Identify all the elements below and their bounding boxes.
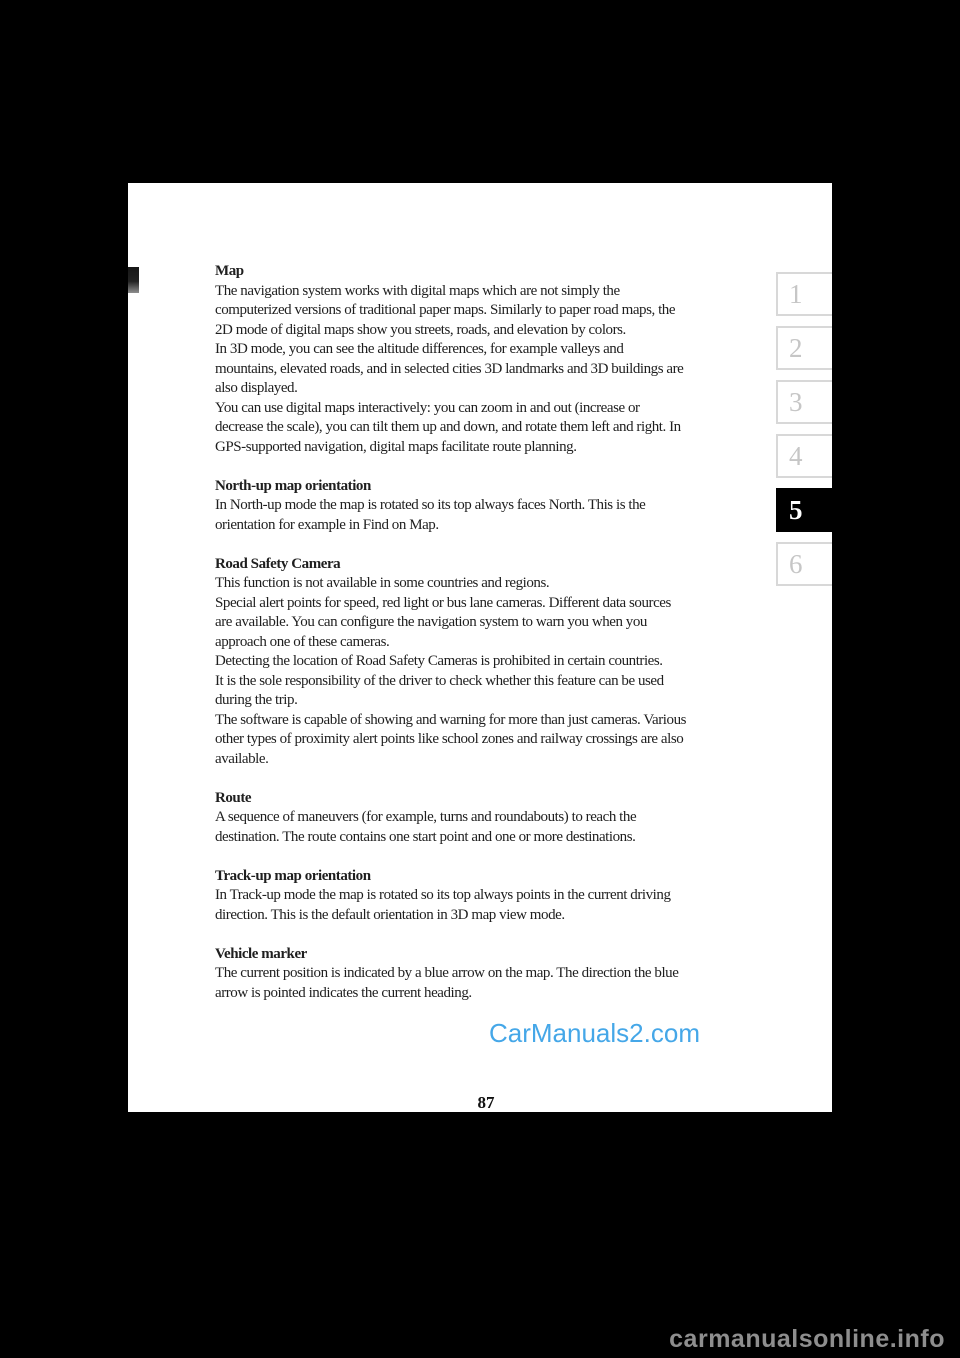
- body-line: arrow is pointed indicates the current heading.: [215, 984, 472, 1001]
- body-line: available.: [215, 750, 269, 767]
- chapter-tab-4: 4: [776, 434, 832, 478]
- body-line: In Track-up mode the map is rotated so its top always points in the current driving: [215, 887, 671, 903]
- body-line: during the trip.: [215, 692, 298, 708]
- page-number: 87: [477, 1093, 495, 1112]
- section-heading: Route: [215, 789, 252, 806]
- section-heading: Track-up map orientation: [215, 867, 371, 884]
- body-line: The current position is indicated by a blue arrow on the map. The direction the blue: [215, 965, 679, 981]
- body-line: This function is not available in some countries and regions.: [215, 575, 550, 591]
- watermark-text: CarManuals2.com: [489, 1018, 700, 1048]
- chapter-tab-2: 2: [776, 326, 832, 370]
- chapter-tab-3: 3: [776, 380, 832, 424]
- body-line: GPS-supported navigation, digital maps facilitate route planning.: [215, 438, 577, 455]
- section-vehicle-marker: [215, 945, 686, 1004]
- site-watermark: carmanualsonline.info: [669, 1325, 945, 1353]
- chapter-tab-5: 5: [776, 488, 832, 532]
- body-line: You can use digital maps interactively: you can zoom in and out (increase or: [215, 399, 640, 416]
- chapter-tab-strip: [776, 272, 832, 586]
- body-line: A sequence of maneuvers (for example, turns and roundabouts) to reach the: [215, 809, 637, 825]
- body-line: destination. The route contains one start point and one or more destinations.: [215, 828, 636, 845]
- page-edge-marker: [128, 267, 139, 293]
- body-line: other types of proximity alert points like school zones and railway crossings are also: [215, 731, 684, 747]
- section-heading: Vehicle marker: [215, 945, 307, 962]
- section-track-up-map-orientation: [215, 867, 686, 926]
- chapter-tab-6: 6: [776, 542, 832, 586]
- body-line: also displayed.: [215, 380, 298, 396]
- section-road-safety-camera: [215, 555, 686, 770]
- body-line: decrease the scale), you can tilt them up and down, and rotate them left and right. In: [215, 419, 681, 435]
- body-line: It is the sole responsibility of the driver to check whether this feature can be used: [215, 672, 664, 689]
- body-line: are available. You can configure the navigation system to warn you when you: [215, 614, 647, 630]
- body-line: The navigation system works with digital maps which are not simply the: [215, 282, 620, 299]
- body-line: computerized versions of traditional paper maps. Similarly to paper road maps, the: [215, 302, 676, 318]
- body-line: Detecting the location of Road Safety Cameras is prohibited in certain countries.: [215, 653, 663, 669]
- body-line: The software is capable of showing and warning for more than just cameras. Various: [215, 711, 687, 728]
- section-heading: North-up map orientation: [215, 477, 371, 494]
- section-route: [215, 789, 686, 848]
- section-heading: Map: [215, 263, 244, 279]
- section-map: [215, 262, 686, 457]
- manual-page: [128, 183, 832, 1112]
- chapter-tab-1: 1: [776, 272, 832, 316]
- body-line: orientation for example in Find on Map.: [215, 516, 439, 533]
- section-north-up-map-orientation: [215, 477, 686, 536]
- manual-text: [215, 262, 686, 1003]
- body-line: 2D mode of digital maps show you streets, roads, and elevation by colors.: [215, 321, 626, 338]
- body-line: direction. This is the default orientation in 3D map view mode.: [215, 906, 565, 923]
- body-line: In 3D mode, you can see the altitude differences, for example valleys and: [215, 341, 624, 357]
- body-line: Special alert points for speed, red light or bus lane cameras. Different data sources: [215, 594, 671, 611]
- body-line: mountains, elevated roads, and in selected cities 3D landmarks and 3D buildings are: [215, 360, 684, 377]
- body-line: In North-up mode the map is rotated so its top always faces North. This is the: [215, 497, 646, 513]
- section-heading: Road Safety Camera: [215, 555, 341, 572]
- body-line: approach one of these cameras.: [215, 633, 390, 650]
